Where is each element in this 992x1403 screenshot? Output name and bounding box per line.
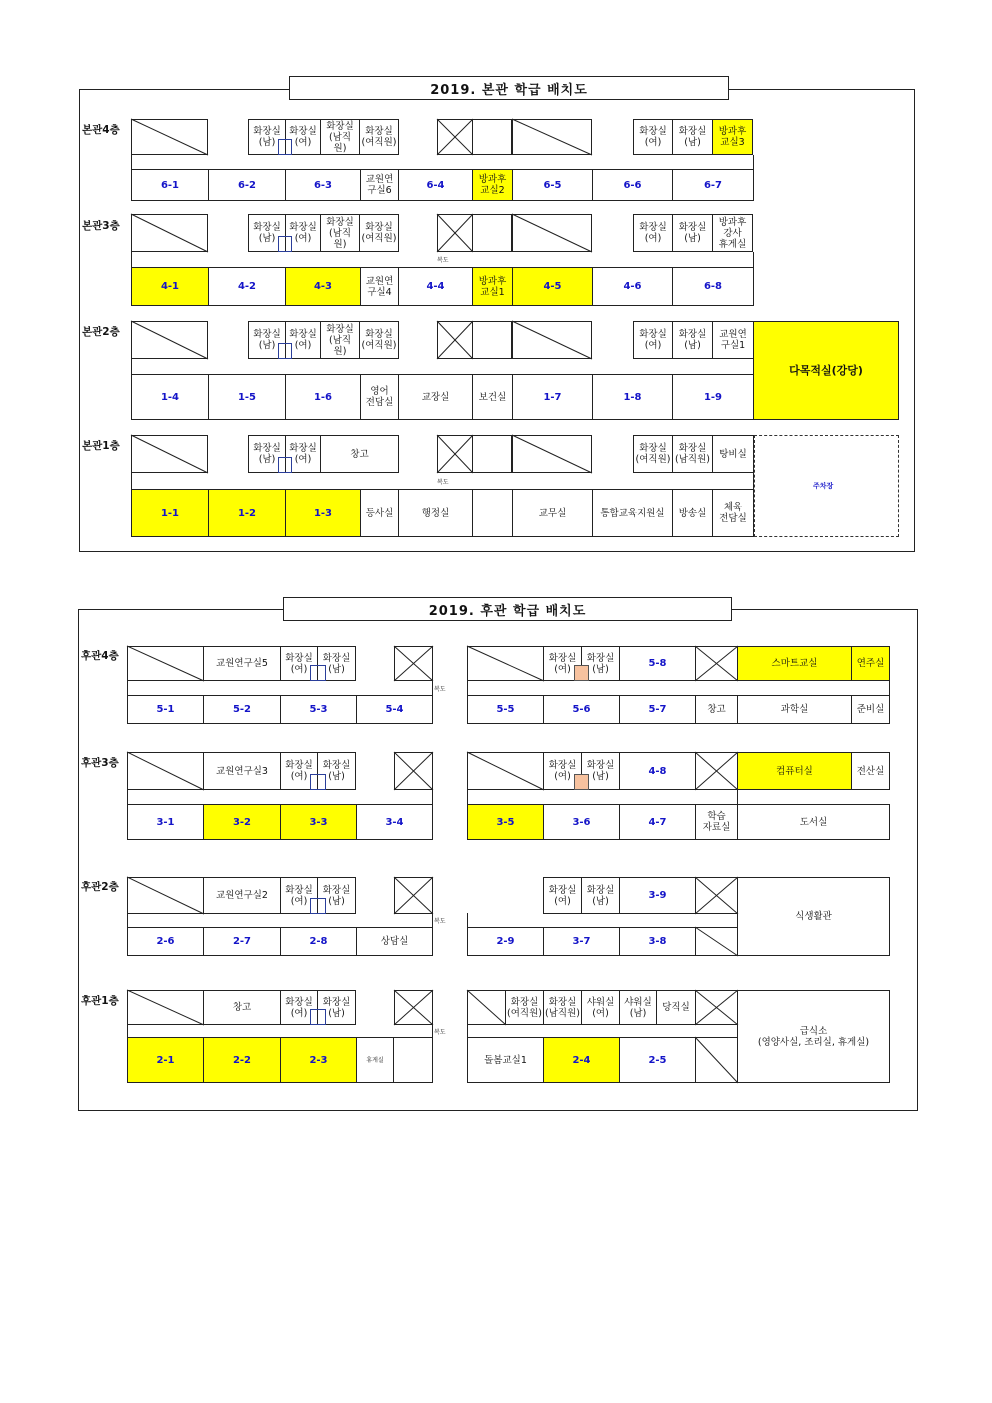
floor-label-main-3: 본관3층 — [82, 220, 120, 232]
pantry-room: 탕비실 — [712, 435, 754, 473]
restroom-male-staff: 화장실 (남직 원) — [320, 214, 360, 252]
restroom-women: 화장실 (여) — [280, 990, 318, 1025]
elevator — [394, 990, 433, 1025]
stairwell — [127, 752, 204, 790]
restroom-men: 화장실 (남) — [248, 435, 286, 473]
classroom: 2-3 — [280, 1037, 357, 1083]
storage-room: 창고 — [695, 695, 738, 724]
entrance-space — [472, 489, 513, 537]
classroom: 4-5 — [512, 267, 593, 306]
classroom: 4-4 — [398, 267, 473, 306]
classroom: 6-3 — [285, 169, 361, 201]
classroom: 1-8 — [592, 374, 673, 420]
corridor-label: 복도 — [434, 686, 446, 693]
stairwell — [512, 119, 592, 155]
restroom-women: 화장실 (여) — [633, 321, 673, 359]
teachers-office: 교무실 — [512, 489, 593, 537]
counseling-room: 상담실 — [356, 927, 433, 956]
corridor — [131, 359, 754, 375]
passage — [393, 1037, 433, 1083]
shower-men: 샤워실 (남) — [619, 990, 657, 1025]
computer-room: 컴퓨터실 — [737, 752, 852, 790]
classroom: 2-4 — [543, 1037, 620, 1083]
classroom: 4-2 — [208, 267, 286, 306]
restroom-men: 화장실 (남) — [581, 877, 620, 914]
fixture-marker — [310, 1009, 326, 1025]
restroom-women: 화장실 (여) — [285, 435, 321, 473]
classroom: 1-3 — [285, 489, 361, 537]
floor-label-main-2: 본관2층 — [82, 326, 120, 338]
stairwell — [127, 990, 204, 1025]
classroom: 6-7 — [672, 169, 754, 201]
corridor — [467, 789, 738, 805]
music-room: 연주실 — [851, 646, 890, 681]
classroom: 6-8 — [672, 267, 754, 306]
classroom: 6-2 — [208, 169, 286, 201]
main-building-title: 2019. 본관 학급 배치도 — [289, 76, 729, 100]
classroom: 1-5 — [208, 374, 286, 420]
classroom: 6-1 — [131, 169, 209, 201]
fixture-marker — [574, 665, 589, 681]
classroom: 3-2 — [203, 804, 281, 840]
classroom: 3-4 — [356, 804, 433, 840]
english-room: 영어 전담실 — [360, 374, 399, 420]
restroom-women: 화장실 (여) — [285, 321, 321, 359]
elevator — [695, 752, 738, 790]
classroom: 1-6 — [285, 374, 361, 420]
dining-hall: 식생활관 — [737, 877, 890, 956]
learning-materials-room: 학습 자료실 — [695, 804, 738, 840]
restroom-men: 화장실 (남) — [672, 119, 713, 155]
floor-label-rear-1: 후관1층 — [81, 995, 119, 1007]
storage-room: 창고 — [203, 990, 281, 1025]
storage-room: 창고 — [320, 435, 399, 473]
utility-space — [472, 119, 512, 155]
stairwell — [467, 752, 544, 790]
classroom: 1-1 — [131, 489, 209, 537]
elevator — [695, 877, 738, 914]
rear-building-title: 2019. 후관 학급 배치도 — [283, 597, 732, 621]
restroom-women: 화장실 (여) — [543, 646, 582, 681]
stairwell — [127, 877, 204, 914]
elevator — [437, 119, 473, 155]
classroom: 6-6 — [592, 169, 673, 201]
restroom-men: 화장실 (남) — [317, 646, 356, 681]
restroom-men: 화장실 (남) — [317, 990, 356, 1025]
restroom-women: 화장실 (여) — [285, 214, 321, 252]
elevator — [394, 877, 433, 914]
restroom-men: 화장실 (남) — [581, 646, 620, 681]
teacher-research-room: 교원연 구실6 — [360, 169, 399, 201]
classroom: 2-1 — [127, 1037, 204, 1083]
duty-room: 당직실 — [656, 990, 696, 1025]
integrated-education-room: 통합교육지원실 — [592, 489, 673, 537]
lounge-room: 휴게실 — [356, 1037, 394, 1083]
instructor-lounge: 방과후 강사 휴게실 — [712, 214, 753, 252]
teacher-research-room: 교원연 구실4 — [360, 267, 399, 306]
classroom: 2-6 — [127, 927, 204, 956]
restroom-female-staff: 화장실 (여직원) — [359, 321, 399, 359]
stairwell — [512, 321, 592, 359]
teacher-research-room: 교원연구실3 — [203, 752, 281, 790]
afterschool-room-3: 방과후 교실3 — [712, 119, 753, 155]
care-classroom: 돌봄교실1 — [467, 1037, 544, 1083]
health-room: 보건실 — [472, 374, 513, 420]
cafeteria: 급식소 (영양사실, 조리실, 휴게실) — [737, 990, 890, 1083]
classroom: 2-7 — [203, 927, 281, 956]
classroom: 2-8 — [280, 927, 357, 956]
restroom-male-staff: 화장실 (남직원) — [672, 435, 713, 473]
classroom: 3-7 — [543, 927, 620, 956]
classroom: 1-4 — [131, 374, 209, 420]
fixture-marker — [278, 343, 292, 359]
corridor — [467, 680, 890, 696]
elevator — [437, 435, 473, 473]
fixture-marker — [278, 457, 292, 473]
floor-label-rear-4: 후관4층 — [81, 650, 119, 662]
stairwell — [467, 646, 544, 681]
elevator — [394, 752, 433, 790]
science-room: 과학실 — [737, 695, 852, 724]
fixture-marker — [278, 139, 292, 155]
classroom: 3-5 — [467, 804, 544, 840]
stairwell — [695, 1037, 738, 1083]
corridor — [127, 789, 433, 805]
restroom-men: 화장실 (남) — [248, 119, 286, 155]
corridor-label: 복도 — [434, 1029, 446, 1036]
elevator — [394, 646, 433, 681]
classroom: 1-7 — [512, 374, 593, 420]
admin-office: 행정실 — [398, 489, 473, 537]
corridor-label: 복도 — [437, 257, 449, 264]
afterschool-room-1: 방과후 교실1 — [472, 267, 513, 306]
classroom: 2-2 — [203, 1037, 281, 1083]
classroom: 3-3 — [280, 804, 357, 840]
classroom: 5-5 — [467, 695, 544, 724]
classroom: 1-9 — [672, 374, 754, 420]
classroom: 5-3 — [280, 695, 357, 724]
parking-label: 주차장 — [813, 482, 834, 490]
corridor — [127, 913, 433, 928]
fixture-marker — [310, 898, 326, 914]
restroom-men: 화장실 (남) — [672, 214, 713, 252]
print-room: 등사실 — [360, 489, 399, 537]
classroom: 4-6 — [592, 267, 673, 306]
teacher-research-room: 교원연 구실1 — [712, 321, 754, 359]
smart-classroom: 스마트교실 — [737, 646, 852, 681]
utility-space — [472, 321, 512, 359]
restroom-female-staff: 화장실 (여직원) — [359, 214, 399, 252]
teacher-research-room: 교원연구실5 — [203, 646, 281, 681]
floor-label-rear-3: 후관3층 — [81, 757, 119, 769]
restroom-women: 화장실 (여) — [633, 119, 673, 155]
stairwell — [695, 927, 738, 956]
stairwell — [131, 214, 208, 252]
restroom-men: 화장실 (남) — [581, 752, 620, 790]
restroom-women: 화장실 (여) — [280, 877, 318, 914]
utility-space — [472, 214, 512, 252]
library: 도서실 — [737, 804, 890, 840]
corridor-label: 복도 — [434, 918, 446, 925]
pe-room: 체육 전담실 — [712, 489, 754, 537]
classroom: 4-3 — [285, 267, 361, 306]
principal-office: 교장실 — [398, 374, 473, 420]
stairwell — [131, 119, 208, 155]
classroom: 5-7 — [619, 695, 696, 724]
corridor — [467, 1024, 738, 1038]
restroom-female-staff: 화장실 (여직원) — [359, 119, 399, 155]
restroom-female-staff: 화장실 (여직원) — [505, 990, 544, 1025]
classroom: 5-1 — [127, 695, 204, 724]
classroom: 4-8 — [619, 752, 696, 790]
classroom: 1-2 — [208, 489, 286, 537]
multipurpose-hall: 다목적실(강당) — [753, 321, 899, 420]
floor-label-rear-2: 후관2층 — [81, 881, 119, 893]
classroom: 2-5 — [619, 1037, 696, 1083]
restroom-men: 화장실 (남) — [248, 214, 286, 252]
restroom-male-staff: 화장실 (남직 원) — [320, 119, 360, 155]
restroom-men: 화장실 (남) — [672, 321, 713, 359]
restroom-women: 화장실 (여) — [543, 877, 582, 914]
elevator — [695, 646, 738, 681]
classroom: 5-2 — [203, 695, 281, 724]
stairwell — [512, 435, 592, 473]
classroom: 3-1 — [127, 804, 204, 840]
fixture-marker — [574, 774, 589, 790]
classroom: 5-8 — [619, 646, 696, 681]
restroom-men: 화장실 (남) — [248, 321, 286, 359]
corridor — [131, 155, 754, 170]
corridor — [467, 913, 738, 928]
restroom-male-staff: 화장실 (남직원) — [543, 990, 582, 1025]
classroom: 3-9 — [619, 877, 696, 914]
restroom-men: 화장실 (남) — [317, 752, 356, 790]
floor-label-main-4: 본관4층 — [82, 124, 120, 136]
floor-label-main-1: 본관1층 — [82, 440, 120, 452]
classroom: 5-6 — [543, 695, 620, 724]
stairwell — [127, 646, 204, 681]
shower-women: 샤워실 (여) — [581, 990, 620, 1025]
stairwell — [467, 990, 506, 1025]
fixture-marker — [310, 665, 326, 681]
stairwell — [512, 214, 592, 252]
restroom-women: 화장실 (여) — [543, 752, 582, 790]
corridor — [127, 1024, 433, 1038]
restroom-women: 화장실 (여) — [280, 646, 318, 681]
fixture-marker — [278, 236, 292, 252]
classroom: 4-7 — [619, 804, 696, 840]
utility-space — [472, 435, 512, 473]
restroom-women: 화장실 (여) — [633, 214, 673, 252]
broadcast-room: 방송실 — [672, 489, 713, 537]
teacher-research-room: 교원연구실2 — [203, 877, 281, 914]
server-room: 전산실 — [851, 752, 890, 790]
classroom: 5-4 — [356, 695, 433, 724]
classroom: 2-9 — [467, 927, 544, 956]
elevator — [437, 321, 473, 359]
elevator — [437, 214, 473, 252]
classroom: 3-8 — [619, 927, 696, 956]
classroom: 3-6 — [543, 804, 620, 840]
elevator — [695, 990, 738, 1025]
restroom-male-staff: 화장실 (남직 원) — [320, 321, 360, 359]
restroom-men: 화장실 (남) — [317, 877, 356, 914]
afterschool-room-2: 방과후 교실2 — [472, 169, 513, 201]
classroom: 6-4 — [398, 169, 473, 201]
classroom: 4-1 — [131, 267, 209, 306]
restroom-female-staff: 화장실 (여직원) — [633, 435, 673, 473]
prep-room: 준비실 — [851, 695, 890, 724]
corridor — [127, 680, 433, 696]
stairwell — [131, 321, 208, 359]
classroom: 6-5 — [512, 169, 593, 201]
restroom-women: 화장실 (여) — [285, 119, 321, 155]
fixture-marker — [310, 774, 326, 790]
corridor-label: 복도 — [437, 479, 449, 486]
restroom-women: 화장실 (여) — [280, 752, 318, 790]
stairwell — [131, 435, 208, 473]
